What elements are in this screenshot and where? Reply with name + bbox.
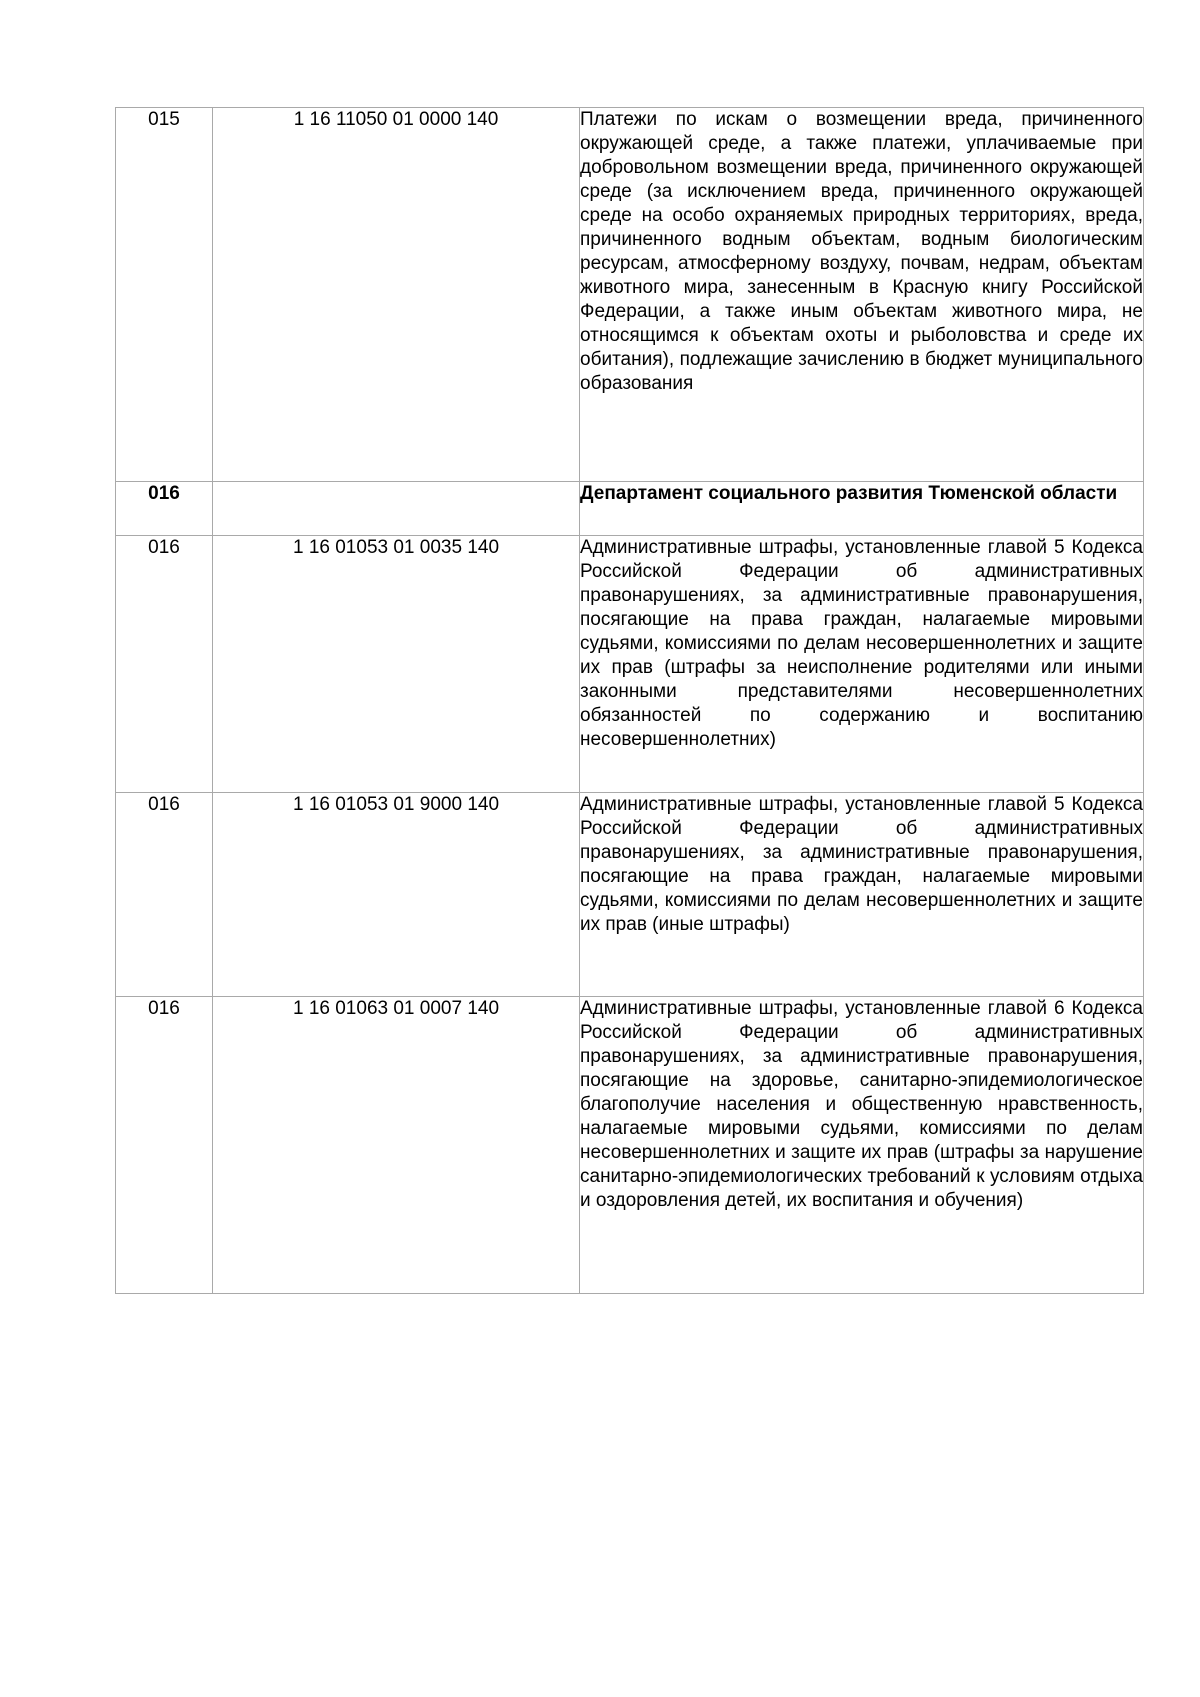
- budget-classification-code-cell: 1 16 11050 01 0000 140: [213, 108, 580, 482]
- admin-code-cell: 015: [116, 108, 213, 482]
- budget-classification-code-cell: [213, 482, 580, 536]
- administrator-name-cell: Департамент социального развития Тюменской области: [580, 482, 1144, 536]
- budget-classification-code-cell: 1 16 01053 01 0035 140: [213, 536, 580, 793]
- revenue-name-cell: Административные штрафы, установленные главой 5 Кодекса Российской Федерации об административных правонарушениях, за административные правонарушения, посягающие на права граждан, налагаемые мировыми судьями, комиссиями по делам несовершеннолетних и защите их прав (штрафы за неисполнение родителями или иными законными представителями несовершеннолетних обязанностей по содержанию и воспитанию несовершеннолетних): [580, 536, 1144, 793]
- admin-code-cell: 016: [116, 793, 213, 997]
- budget-classification-code-cell: 1 16 01053 01 9000 140: [213, 793, 580, 997]
- revenue-name-cell: Административные штрафы, установленные главой 5 Кодекса Российской Федерации об административных правонарушениях, за административные правонарушения, посягающие на права граждан, налагаемые мировыми судьями, комиссиями по делам несовершеннолетних и защите их прав (иные штрафы): [580, 793, 1144, 997]
- revenue-name-cell: Платежи по искам о возмещении вреда, причиненного окружающей среде, а также платежи, уплачиваемые при добровольном возмещении вреда, причиненного окружающей среде (за исключением вреда, причиненного окружающей среде на особо охраняемых природных территориях, вреда, причиненного водным объектам, водным биологическим ресурсам, атмосферному воздуху, почвам, недрам, объектам животного мира, занесенным в Красную книгу Российской Федерации, а также иным объектам животного мира, не относящимся к объектам охоты и рыболовства и среде их обитания), подлежащие зачислению в бюджет муниципального образования: [580, 108, 1144, 482]
- revenue-name-cell: Административные штрафы, установленные главой 6 Кодекса Российской Федерации об административных правонарушениях, за административные правонарушения, посягающие на здоровье, санитарно-эпидемиологическое благополучие населения и общественную нравственность, налагаемые мировыми судьями, комиссиями по делам несовершеннолетних и защите их прав (штрафы за нарушение санитарно-эпидемиологических требований к условиям отдыха и оздоровления детей, их воспитания и обучения): [580, 997, 1144, 1294]
- budget-classification-code-cell: 1 16 01063 01 0007 140: [213, 997, 580, 1294]
- table-row: [116, 793, 1144, 997]
- table-row: [116, 108, 1144, 482]
- budget-codes-table: [115, 107, 1144, 1294]
- admin-code-cell: 016: [116, 482, 213, 536]
- admin-code-cell: 016: [116, 997, 213, 1294]
- table-row: [116, 997, 1144, 1294]
- table-row-header: [116, 482, 1144, 536]
- admin-code-cell: 016: [116, 536, 213, 793]
- table-row: [116, 536, 1144, 793]
